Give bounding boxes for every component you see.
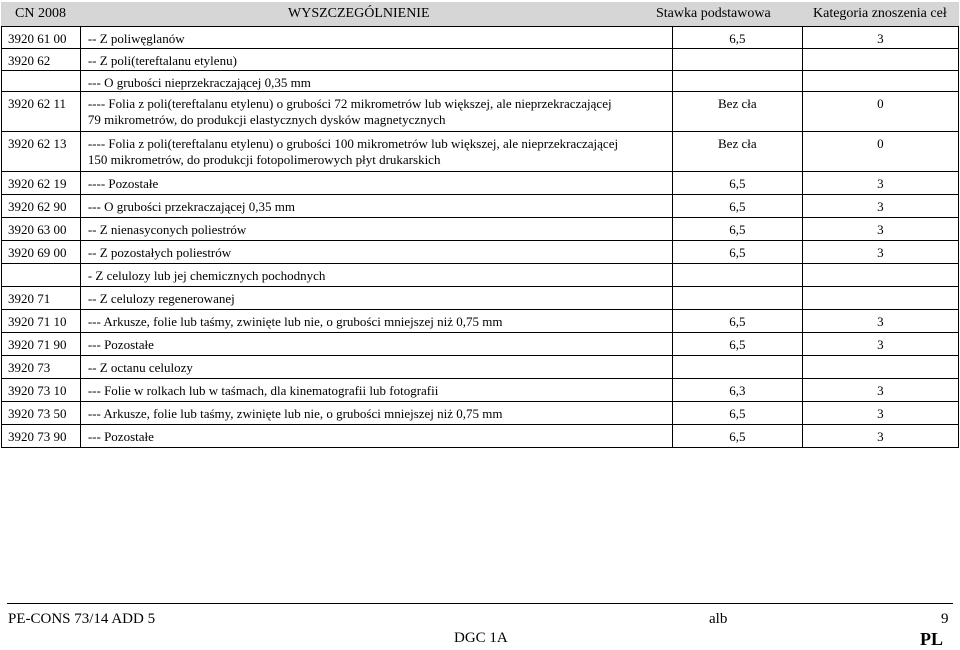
cn-code-cell: 3920 63 00 (2, 218, 81, 241)
description-cell: --- Arkusze, folie lub taśmy, zwinięte lub nie, o grubości mniejszej niż 0,75 mm (80, 310, 672, 333)
base-rate-cell: 6,5 (672, 172, 802, 195)
staging-category-cell: 3 (802, 172, 958, 195)
cn-code-cell (2, 264, 81, 287)
table-row (2, 402, 959, 425)
description-cell: -- Z celulozy regenerowanej (80, 287, 672, 310)
base-rate-cell (672, 264, 802, 287)
cn-code-cell: 3920 69 00 (2, 241, 81, 264)
table-row (2, 49, 959, 71)
base-rate-cell: 6,5 (672, 195, 802, 218)
staging-category-cell (802, 49, 958, 71)
base-rate-cell: 6,3 (672, 379, 802, 402)
table-row (2, 310, 959, 333)
staging-category-cell: 3 (802, 241, 958, 264)
staging-category-cell: 3 (802, 425, 958, 448)
staging-category-cell (802, 356, 958, 379)
description-cell: --- Pozostałe (80, 425, 672, 448)
cn-code-cell: 3920 62 13 (2, 132, 81, 172)
base-rate-cell: Bez cła (672, 132, 802, 172)
table-row (2, 132, 959, 172)
staging-category-cell: 0 (802, 92, 958, 132)
staging-category-cell (802, 264, 958, 287)
base-rate-cell: Bez cła (672, 92, 802, 132)
table-header (1, 2, 959, 26)
cn-code-cell (2, 71, 81, 92)
table-row (2, 333, 959, 356)
author-initials: alb (709, 611, 728, 627)
description-cell: ---- Pozostałe (80, 172, 672, 195)
cn-code-cell: 3920 62 (2, 49, 81, 71)
cn-code-cell: 3920 71 (2, 287, 81, 310)
description-cell: -- Z poliwęglanów (80, 27, 672, 49)
base-rate-cell: 6,5 (672, 402, 802, 425)
staging-category-cell: 3 (802, 402, 958, 425)
description-cell: --- O grubości przekraczającej 0,35 mm (80, 195, 672, 218)
base-rate-cell: 6,5 (672, 333, 802, 356)
table-row (2, 195, 959, 218)
document-reference: PE-CONS 73/14 ADD 5 (8, 611, 156, 627)
staging-category-cell: 3 (802, 333, 958, 356)
description-cell: --- Folie w rolkach lub w taśmach, dla kinematografii lub fotografii (80, 379, 672, 402)
table-row (2, 356, 959, 379)
table-row (2, 425, 959, 448)
description-cell: --- Pozostałe (80, 333, 672, 356)
table-row (2, 264, 959, 287)
cn-code-cell: 3920 71 10 (2, 310, 81, 333)
cn-code-cell: 3920 73 50 (2, 402, 81, 425)
staging-category-cell (802, 287, 958, 310)
base-rate-cell: 6,5 (672, 241, 802, 264)
cn-code-cell: 3920 62 11 (2, 92, 81, 132)
cn-code-cell: 3920 62 90 (2, 195, 81, 218)
page-number: 9 (941, 611, 949, 627)
cn-code-cell: 3920 62 19 (2, 172, 81, 195)
description-cell: ---- Folia z poli(tereftalanu etylenu) o grubości 100 mikrometrów lub większej, ale nieprzekraczającej 150 mikrometrów, do produkcji fotopolimerowych płyt drukarskich (80, 132, 672, 172)
tariff-table (1, 26, 959, 448)
base-rate-cell (672, 356, 802, 379)
base-rate-cell (672, 287, 802, 310)
cn-code-cell: 3920 73 90 (2, 425, 81, 448)
description-cell: --- Arkusze, folie lub taśmy, zwinięte lub nie, o grubości mniejszej niż 0,75 mm (80, 402, 672, 425)
header-description: WYSZCZEGÓLNIENIE (288, 6, 430, 21)
table-row (2, 379, 959, 402)
base-rate-cell: 6,5 (672, 310, 802, 333)
base-rate-cell: 6,5 (672, 425, 802, 448)
staging-category-cell: 3 (802, 379, 958, 402)
table-row (2, 172, 959, 195)
description-cell: -- Z pozostałych poliestrów (80, 241, 672, 264)
cn-code-cell: 3920 73 (2, 356, 81, 379)
table-row (2, 71, 959, 92)
staging-category-cell: 3 (802, 27, 958, 49)
staging-category-cell: 0 (802, 132, 958, 172)
language-code: PL (920, 629, 944, 649)
cn-code-cell: 3920 61 00 (2, 27, 81, 49)
description-cell: -- Z octanu celulozy (80, 356, 672, 379)
header-base-rate: Stawka podstawowa (656, 6, 771, 21)
header-staging-category: Kategoria znoszenia ceł (813, 6, 947, 21)
base-rate-cell: 6,5 (672, 218, 802, 241)
footer-divider (7, 603, 953, 604)
staging-category-cell: 3 (802, 195, 958, 218)
cn-code-cell: 3920 73 10 (2, 379, 81, 402)
description-cell: ---- Folia z poli(tereftalanu etylenu) o grubości 72 mikrometrów lub większej, ale nieprzekraczającej 79 mikrometrów, do produkcji elastycznych dysków magnetycznych (80, 92, 672, 132)
table-row (2, 287, 959, 310)
base-rate-cell: 6,5 (672, 27, 802, 49)
table-row (2, 218, 959, 241)
description-cell: --- O grubości nieprzekraczającej 0,35 mm (80, 71, 672, 92)
cn-code-cell: 3920 71 90 (2, 333, 81, 356)
description-cell: -- Z nienasyconych poliestrów (80, 218, 672, 241)
description-cell: -- Z poli(tereftalanu etylenu) (80, 49, 672, 71)
header-cn: CN 2008 (15, 6, 66, 21)
base-rate-cell (672, 49, 802, 71)
staging-category-cell (802, 71, 958, 92)
staging-category-cell: 3 (802, 218, 958, 241)
base-rate-cell (672, 71, 802, 92)
table-row (2, 27, 959, 49)
directorate-code: DGC 1A (454, 630, 508, 646)
table-row (2, 241, 959, 264)
table-row (2, 92, 959, 132)
staging-category-cell: 3 (802, 310, 958, 333)
description-cell: - Z celulozy lub jej chemicznych pochodnych (80, 264, 672, 287)
